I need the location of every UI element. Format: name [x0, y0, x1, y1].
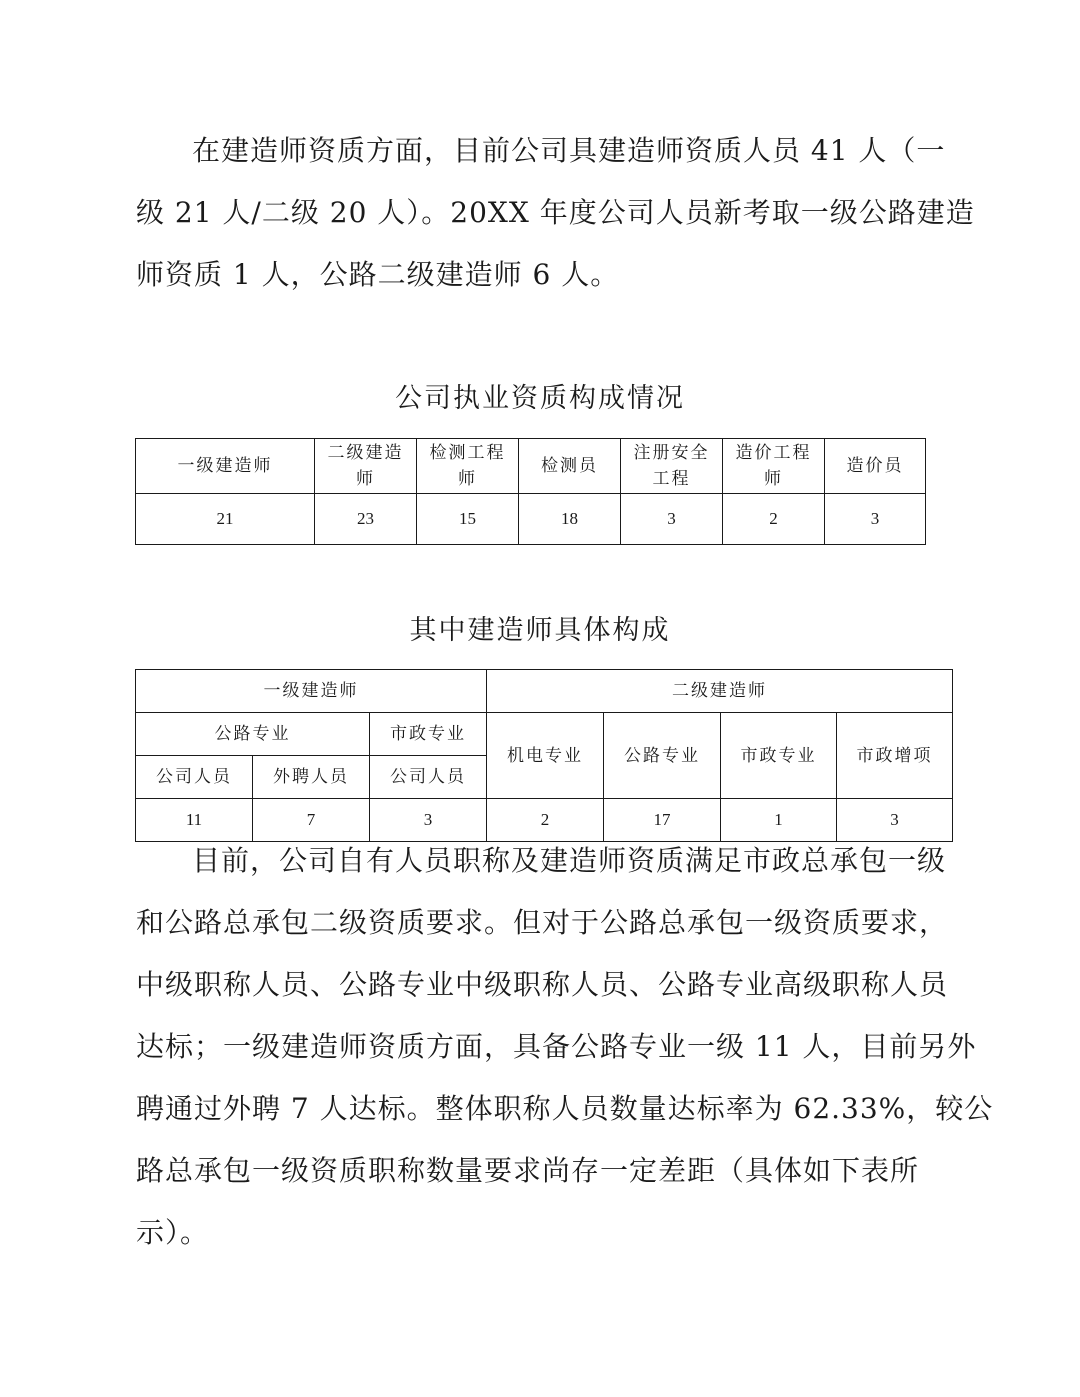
table-cell: 7: [253, 799, 370, 842]
paragraph-line: 和公路总承包二级资质要求。但对于公路总承包一级资质要求，: [136, 906, 949, 939]
header-cell-safety-engineer: 注册安全 工程: [621, 439, 723, 494]
constructor-breakdown-table: [135, 669, 953, 842]
table-cell: 15: [417, 494, 519, 545]
header-cell-tester: 检测员: [519, 439, 621, 494]
header-cell-first-class-constructor: 一级建造师: [136, 439, 315, 494]
paragraph-line: 达标；一级建造师资质方面，具备公路专业一级 11 人，目前另外: [136, 1030, 977, 1063]
header-cell-external-staff: 外聘人员: [253, 756, 370, 799]
header-cell-first-class: 一级建造师: [136, 670, 487, 713]
table-cell: 3: [621, 494, 723, 545]
header-cell-l2-municipal-addon: 市政增项: [837, 713, 953, 799]
header-cell-electromechanical: 机电专业: [487, 713, 604, 799]
header-cell-testing-engineer: 检测工程 师: [417, 439, 519, 494]
paragraph-line: 级 21 人/二级 20 人）。20XX 年度公司人员新考取一级公路建造: [136, 196, 975, 229]
table-cell: 17: [604, 799, 721, 842]
table2-caption: 其中建造师具体构成: [409, 615, 671, 646]
paragraph-line: 师资质 1 人，公路二级建造师 6 人。: [136, 258, 620, 291]
paragraph-line: 中级职称人员、公路专业中级职称人员、公路专业高级职称人员: [136, 968, 949, 1001]
table-cell: 3: [370, 799, 487, 842]
header-cell-municipal-company-staff: 公司人员: [370, 756, 487, 799]
paragraph-current-status: [136, 830, 994, 1264]
table-cell: 18: [519, 494, 621, 545]
paragraph-line: 示）。: [136, 1216, 210, 1249]
paragraph-constructor-qualification: [136, 120, 975, 306]
table-cell: 3: [825, 494, 926, 545]
header-cell-l2-municipal: 市政专业: [721, 713, 837, 799]
header-cell-l2-highway: 公路专业: [604, 713, 721, 799]
table-cell: 23: [315, 494, 417, 545]
table-header-row: [136, 439, 926, 494]
header-cell-cost-engineer: 造价工程 师: [723, 439, 825, 494]
table-cell: 3: [837, 799, 953, 842]
table-header-row: [136, 713, 953, 756]
header-cell-municipal: 市政专业: [370, 713, 487, 756]
header-cell-second-class-constructor: 二级建造 师: [315, 439, 417, 494]
table-header-row: [136, 670, 953, 713]
paragraph-line: 路总承包一级资质职称数量要求尚存一定差距（具体如下表所: [136, 1154, 920, 1187]
table-cell: 1: [721, 799, 837, 842]
header-cell-second-class: 二级建造师: [487, 670, 953, 713]
table-cell: 2: [723, 494, 825, 545]
header-cell-company-staff: 公司人员: [136, 756, 253, 799]
paragraph-line: 目前，公司自有人员职称及建造师资质满足市政总承包一级: [192, 844, 947, 877]
table-cell: 2: [487, 799, 604, 842]
header-cell-cost-clerk: 造价员: [825, 439, 926, 494]
header-cell-highway: 公路专业: [136, 713, 370, 756]
table-cell: 11: [136, 799, 253, 842]
table-row: [136, 494, 926, 545]
table-cell: 21: [136, 494, 315, 545]
paragraph-line: 聘通过外聘 7 人达标。整体职称人员数量达标率为 62.33%，较公: [136, 1092, 994, 1125]
paragraph-line: 在建造师资质方面，目前公司具建造师资质人员 41 人（一: [192, 134, 946, 167]
table1-caption: 公司执业资质构成情况: [395, 383, 685, 414]
qualification-composition-table: [135, 438, 926, 545]
